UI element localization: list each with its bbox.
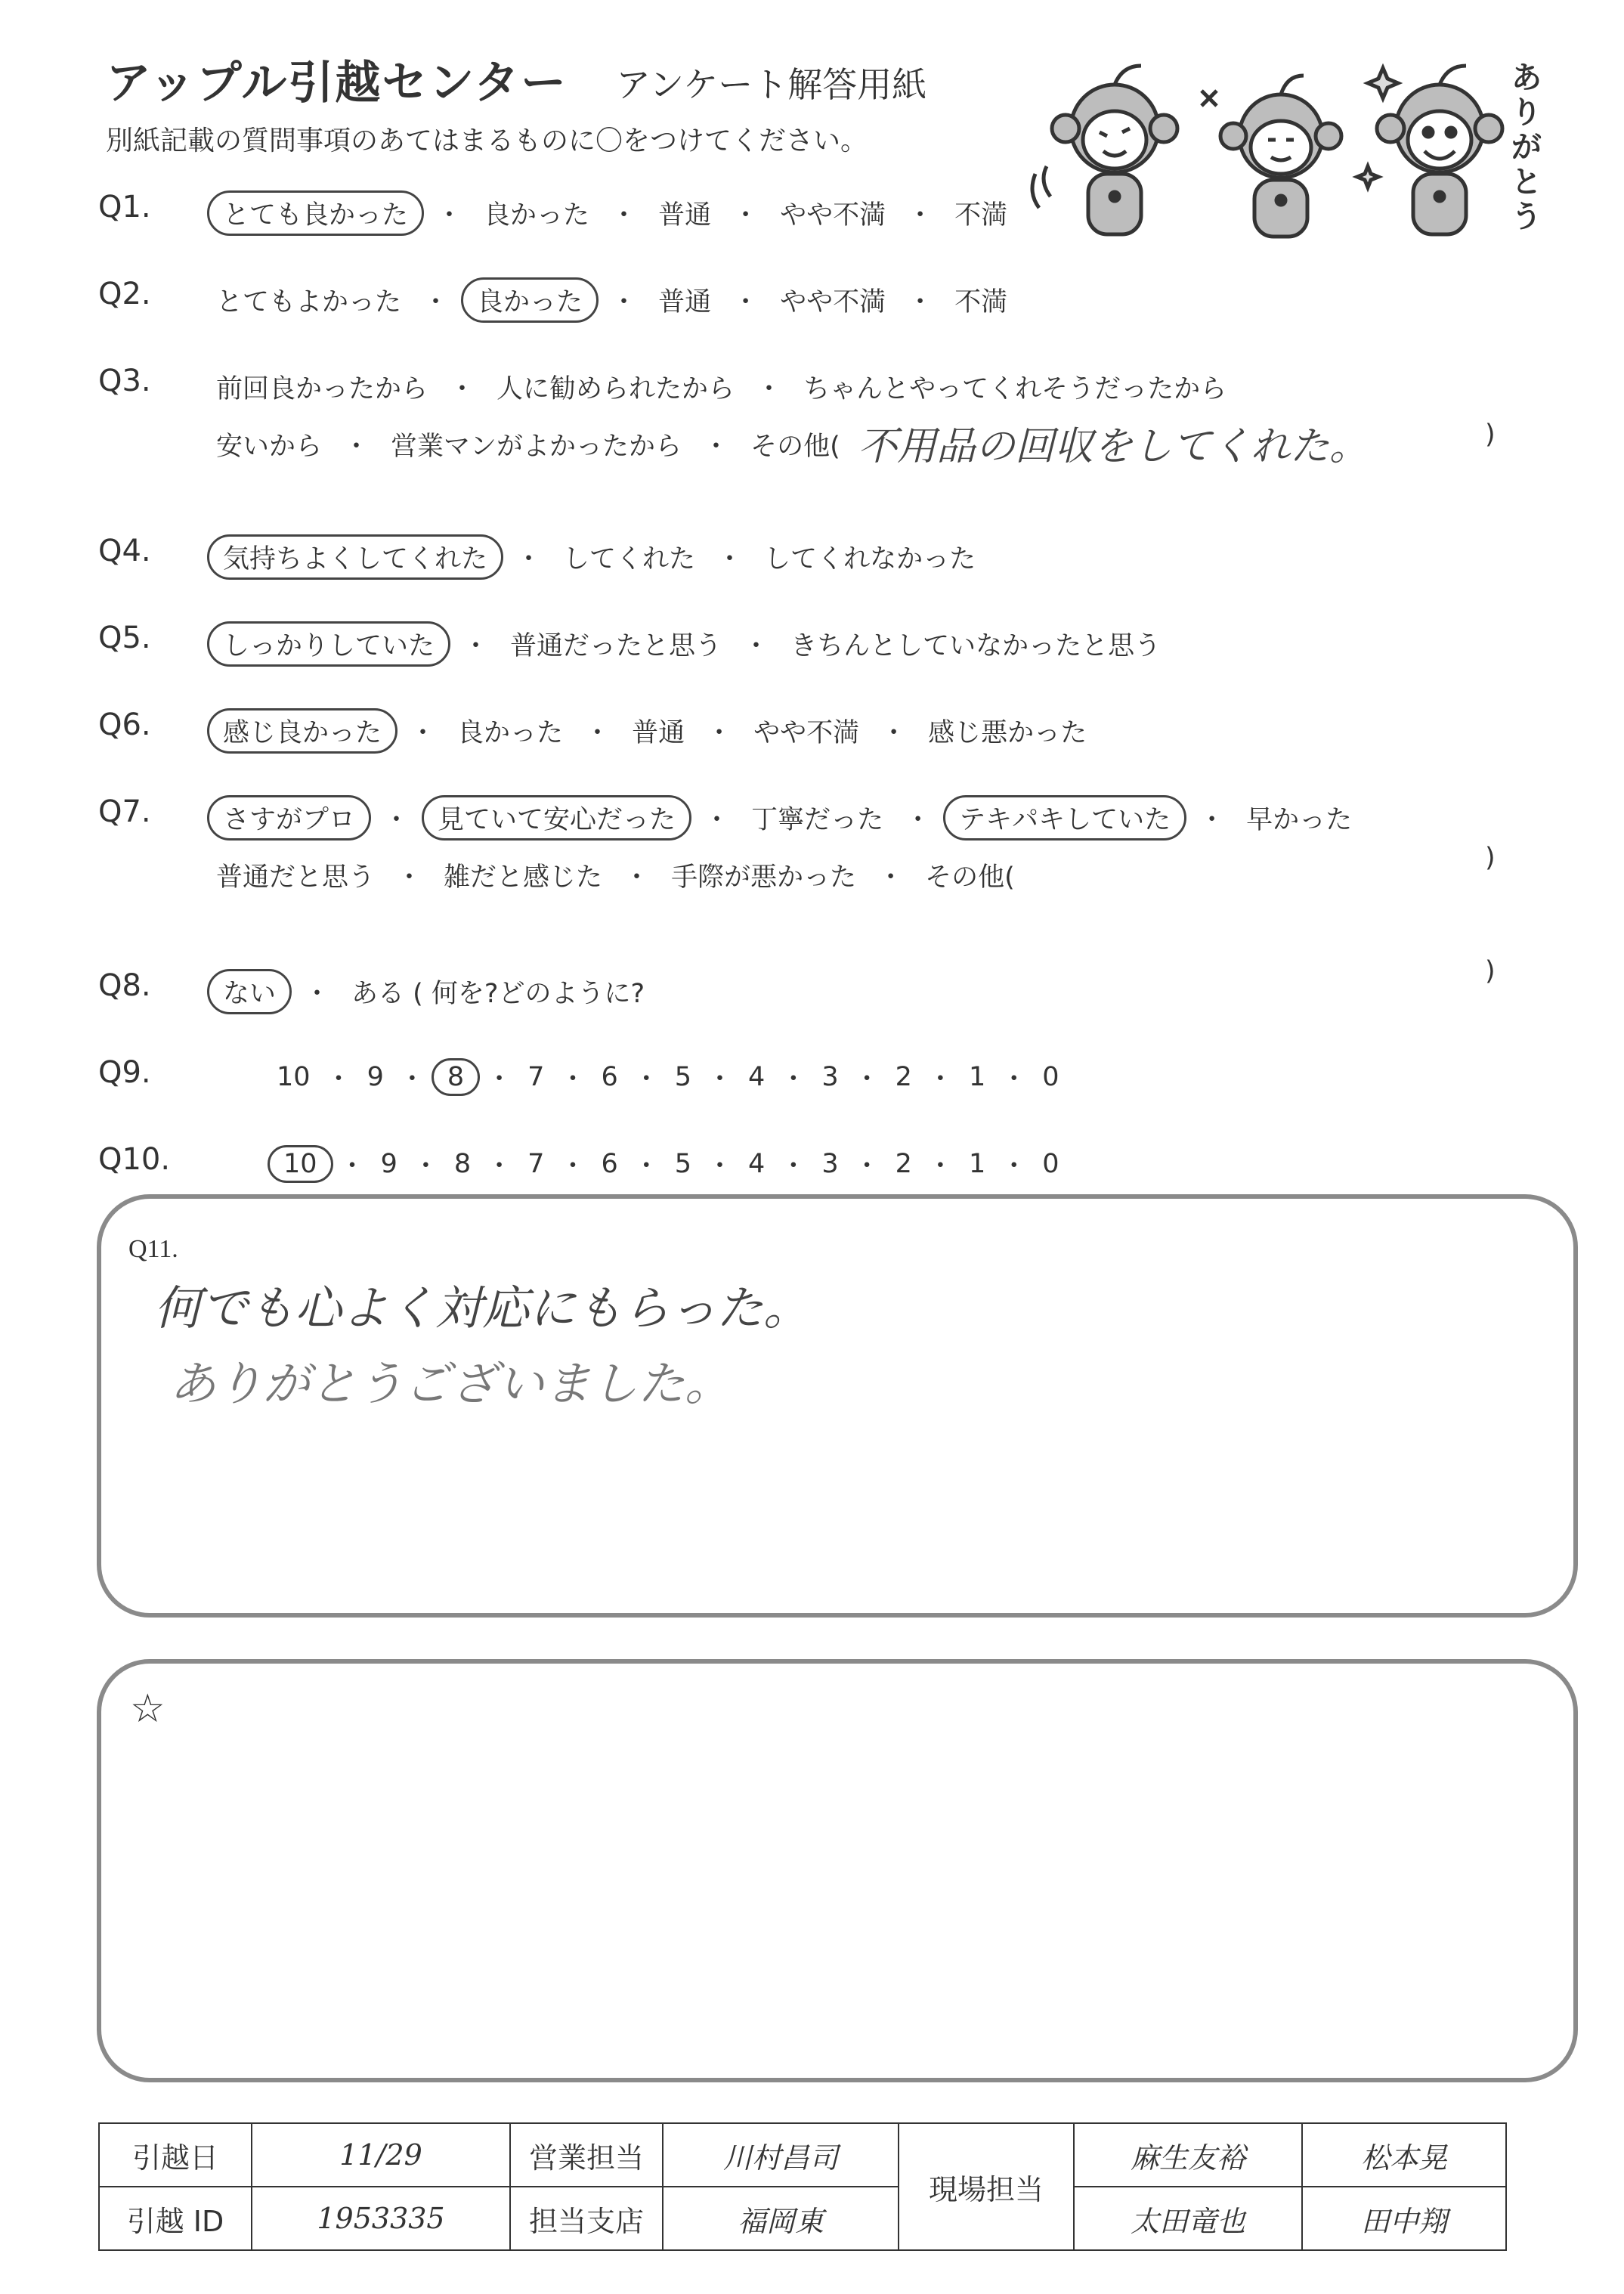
option-circled: しっかりしていた [207, 621, 450, 667]
footer-info-table [98, 2122, 1507, 2251]
option-separator: ・ [877, 862, 905, 893]
question-options-row [212, 367, 1231, 407]
question-options-row [212, 537, 980, 577]
option: 5 [674, 1062, 692, 1092]
question-label: Q1. [98, 190, 151, 224]
q8-close-paren: ) [1485, 956, 1496, 986]
move-date-value: 11/29 [252, 2123, 510, 2187]
option: 良かった [457, 718, 564, 748]
option-separator: ・ [436, 200, 463, 231]
option-separator: ・ [633, 1151, 660, 1181]
option: 7 [527, 1062, 545, 1092]
question-options-row [212, 971, 649, 1012]
q3-other-handwritten: 不用品の回収をしてくれた。 [858, 424, 1369, 469]
option-separator: ・ [707, 1064, 734, 1094]
q3-close-paren: ) [1485, 419, 1496, 450]
site-staff-4: 田中翔 [1302, 2187, 1506, 2250]
star-comment-box [97, 1659, 1578, 2082]
option-separator: ・ [743, 631, 770, 661]
option: 1 [968, 1149, 986, 1179]
branch-name-value: 福岡東 [663, 2187, 899, 2250]
option-circled: ない [207, 969, 292, 1014]
option: 2 [895, 1062, 912, 1092]
branch-label: 担当支店 [510, 2187, 663, 2250]
option-separator: ・ [383, 805, 410, 835]
option: 10 [277, 1062, 311, 1092]
monkey-mascots-icon [1028, 45, 1557, 257]
option-separator: ・ [926, 1064, 954, 1094]
option: 6 [601, 1062, 618, 1092]
option-separator: ・ [396, 862, 423, 893]
option: 3 [821, 1149, 839, 1179]
option-separator: ・ [1199, 805, 1226, 835]
option: とてもよかった [216, 287, 402, 317]
move-id-value: 1953335 [252, 2187, 510, 2250]
option: 4 [748, 1149, 766, 1179]
option: 感じ悪かった [928, 718, 1087, 748]
option-separator: ・ [905, 805, 932, 835]
question-options-row [212, 624, 1165, 664]
option-separator: ・ [412, 1151, 439, 1181]
option-separator: ・ [907, 200, 934, 231]
q11-handwritten-line-1: 何でも心よく対応にもらった。 [154, 1280, 811, 1336]
option-separator: ・ [780, 1064, 807, 1094]
option: 8 [453, 1149, 472, 1179]
option-circled: 10 [268, 1145, 333, 1183]
option: ちゃんとやってくれそうだったから [803, 374, 1227, 404]
company-name: アップル引越センター [106, 57, 568, 110]
option: してくれなかった [764, 544, 976, 574]
option-separator: ・ [304, 979, 331, 1009]
option-separator: ・ [706, 718, 733, 748]
option: 7 [527, 1149, 545, 1179]
option: 普通 [658, 200, 712, 231]
option-separator: ・ [926, 1151, 954, 1181]
option-separator: ・ [732, 200, 759, 231]
option-separator: ・ [584, 718, 611, 748]
mascot-thanks-text: ありがとう [1511, 60, 1542, 234]
option-circled: 良かった [461, 277, 599, 323]
option: 丁寧だった [751, 805, 884, 835]
option-separator: ・ [449, 374, 476, 404]
option: やや不満 [780, 287, 886, 317]
question-options-row [272, 1058, 1064, 1096]
option: 1 [968, 1062, 986, 1092]
option: 5 [674, 1149, 692, 1179]
option-separator: ・ [780, 1151, 807, 1181]
q11-comment-box [97, 1194, 1578, 1618]
q11-handwritten-line-2: ありがとうございました。 [169, 1356, 732, 1411]
option-circled: とても良かった [207, 190, 424, 236]
option-separator: ・ [325, 1064, 352, 1094]
question-options-row [212, 193, 1012, 234]
option: 雑だと感じた [444, 862, 603, 893]
mascot-illustration [1028, 45, 1557, 257]
option: 営業マンがよかったから [391, 432, 682, 462]
option: 早かった [1246, 805, 1353, 835]
option-separator: ・ [707, 1151, 734, 1181]
option: やや不満 [753, 718, 860, 748]
option-separator: ・ [704, 805, 731, 835]
option: 2 [895, 1149, 912, 1179]
question-label: Q5. [98, 621, 151, 655]
option-separator: ・ [880, 718, 908, 748]
q11-label: Q11. [128, 1235, 178, 1263]
option-circled: 気持ちよくしてくれた [207, 534, 503, 580]
option: 6 [601, 1149, 618, 1179]
option-separator: ・ [410, 718, 437, 748]
question-label: Q2. [98, 277, 151, 311]
move-id-label: 引越 ID [99, 2187, 252, 2250]
option: 3 [821, 1062, 839, 1092]
option: 普通だと思う [216, 862, 376, 893]
question-options-row [272, 1145, 1064, 1183]
option-separator: ・ [343, 432, 370, 462]
option: 前回良かったから [216, 374, 428, 404]
option-separator: ・ [756, 374, 783, 404]
option: 0 [1042, 1149, 1059, 1179]
option-separator: ・ [1001, 1151, 1028, 1181]
option-separator: ・ [853, 1064, 880, 1094]
option-separator: ・ [611, 287, 638, 317]
option: 良かった [484, 200, 590, 231]
question-options-row [212, 797, 1356, 838]
question-options-row [212, 280, 1012, 320]
site-staff-2: 松本晃 [1302, 2123, 1506, 2187]
option-separator: ・ [462, 631, 490, 661]
option: 普通 [632, 718, 685, 748]
question-label: Q7. [98, 794, 151, 829]
option: 手際が悪かった [671, 862, 857, 893]
option: 0 [1042, 1062, 1059, 1092]
option: その他( [750, 432, 840, 462]
option: 人に勧められたから [496, 374, 735, 404]
option-separator: ・ [559, 1151, 586, 1181]
site-staff-3: 太田竜也 [1074, 2187, 1302, 2250]
option: やや不満 [780, 200, 886, 231]
option: 普通 [658, 287, 712, 317]
option-separator: ・ [486, 1151, 513, 1181]
option: 不満 [954, 287, 1008, 317]
star-icon: ☆ [130, 1686, 165, 1732]
question-options-row [212, 424, 845, 465]
question-options-row [212, 855, 1019, 896]
option-separator: ・ [422, 287, 450, 317]
option-separator: ・ [853, 1151, 880, 1181]
option-separator: ・ [703, 432, 730, 462]
option-separator: ・ [623, 862, 651, 893]
option: 安いから [216, 432, 323, 462]
option-separator: ・ [339, 1151, 366, 1181]
option-circled: 感じ良かった [207, 708, 397, 754]
option-separator: ・ [1001, 1064, 1028, 1094]
option-separator: ・ [515, 544, 543, 574]
move-date-label: 引越日 [99, 2123, 252, 2187]
question-label: Q4. [98, 534, 151, 568]
option: 普通だったと思う [510, 631, 722, 661]
form-title: アンケート解答用紙 [616, 64, 927, 105]
site-staff-1: 麻生友裕 [1074, 2123, 1302, 2187]
option: きちんとしていなかったと思う [790, 631, 1162, 661]
option-separator: ・ [559, 1064, 586, 1094]
question-label: Q9. [98, 1055, 151, 1090]
question-options-row [212, 710, 1091, 751]
option-circled: さすがプロ [207, 795, 371, 841]
q7-close-paren: ) [1485, 843, 1496, 873]
option: 不満 [954, 200, 1008, 231]
option-circled: テキパキしていた [943, 795, 1186, 841]
option-circled: 8 [432, 1058, 480, 1096]
question-label: Q6. [98, 707, 151, 742]
option-separator: ・ [398, 1064, 425, 1094]
sales-name-value: 川村昌司 [663, 2123, 899, 2187]
question-label: Q3. [98, 364, 151, 398]
option-separator: ・ [633, 1064, 660, 1094]
option: 4 [748, 1062, 766, 1092]
option-circled: 見ていて安心だった [422, 795, 691, 841]
option: 9 [380, 1149, 397, 1179]
option: ある ( 何を?どのように? [351, 979, 645, 1009]
option-separator: ・ [486, 1064, 513, 1094]
option-separator: ・ [611, 200, 638, 231]
question-label: Q8. [98, 968, 151, 1003]
option: その他( [925, 862, 1015, 893]
question-label: Q10. [98, 1142, 171, 1177]
sales-label: 営業担当 [510, 2123, 663, 2187]
option: 9 [367, 1062, 384, 1092]
instruction-text: 別紙記載の質問事項のあてはまるものに〇をつけてください。 [106, 125, 868, 156]
site-staff-label: 現場担当 [899, 2123, 1074, 2250]
option-separator: ・ [716, 544, 744, 574]
option-separator: ・ [732, 287, 759, 317]
option: してくれた [563, 544, 696, 574]
option-separator: ・ [907, 287, 934, 317]
